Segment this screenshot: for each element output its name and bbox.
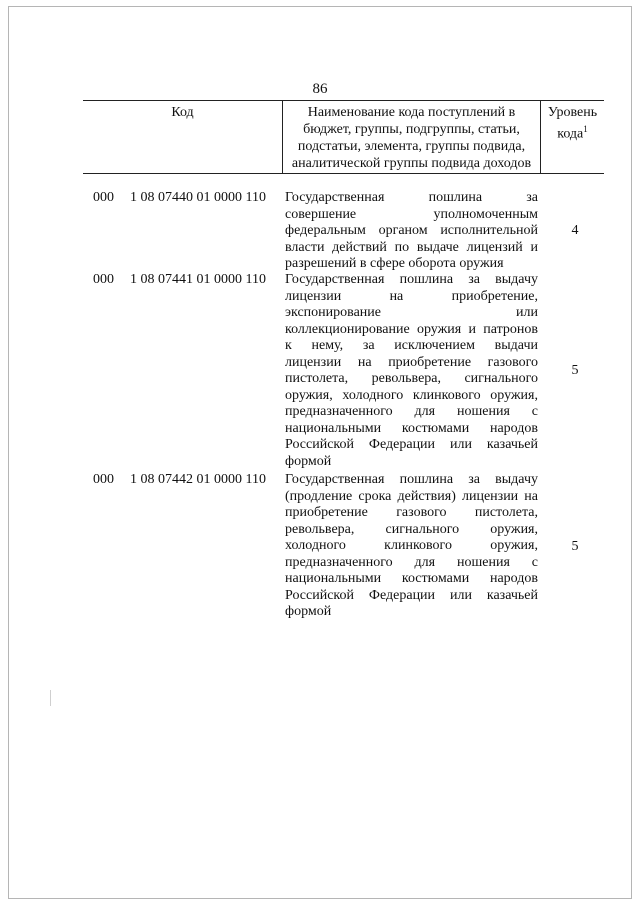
- revenue-code: 1 08 07441 01 0000 110: [130, 272, 266, 287]
- margin-mark: [50, 690, 51, 706]
- revenue-name: Государственная пошлина за выдачу (продление срока действия) лицензии на приобретение газового пистолета, револьвера, сигнального оружия, холодного клинкового оружия, предназначенного для ношения с национальными костюмами народов Российской Федерации или казачьей формой: [285, 472, 538, 619]
- revenue-code: 1 08 07440 01 0000 110: [130, 190, 266, 205]
- level-value: 4: [571, 223, 579, 238]
- admin-code: 000: [93, 190, 114, 205]
- revenue-code: 1 08 07442 01 0000 110: [130, 472, 266, 487]
- header-name-line: аналитической группы подвида доходов: [291, 156, 532, 171]
- header-level: [541, 104, 604, 143]
- header-name-line: Наименование кода поступлений в: [307, 105, 516, 120]
- header-name-line: подстатьи, элемента, группы подвида,: [297, 139, 526, 154]
- revenue-name: Государственная пошлина за выдачу лицензии на приобретение, экспонирование или коллекционирование оружия и патронов к нему, за исключением выдачи лицензии на приобретение газового пистолета, револьвера, сигнального оружия, холодного клинкового оружия, предназначенного для ношения с национальными костюмами народов Российской Федерации или казачьей формой: [285, 272, 538, 469]
- level-value: 5: [571, 363, 579, 378]
- page-number: 86: [312, 81, 328, 97]
- admin-code: 000: [93, 472, 114, 487]
- header-name: [282, 101, 541, 173]
- level-value: 5: [571, 539, 579, 554]
- revenue-name: Государственная пошлина за совершение уполномоченным федеральным органом исполнительной власти действий по выдаче лицензий и разрешений в сфере оборота оружия: [285, 190, 538, 271]
- header-level-line: кода$^1$: [557, 124, 588, 142]
- footnote-marker: 1: [583, 124, 588, 134]
- header-level-line: Уровень: [547, 105, 598, 120]
- header-code: Код: [171, 105, 194, 120]
- table-header: [83, 100, 604, 174]
- header-name-line: бюджет, группы, подгруппы, статьи,: [303, 122, 520, 137]
- admin-code: 000: [93, 272, 114, 287]
